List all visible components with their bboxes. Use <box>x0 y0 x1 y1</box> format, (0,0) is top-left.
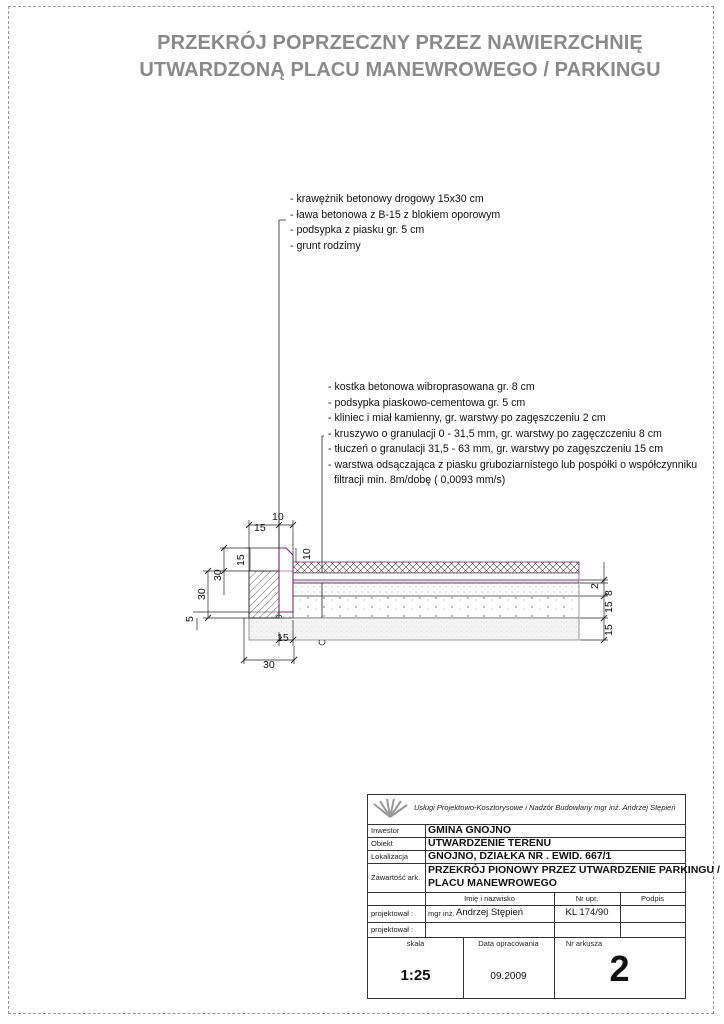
dim-right-15b: 15 <box>603 624 615 636</box>
location-value: GNOJNO, DZIAŁKA NR . EWID. 667/1 <box>428 850 612 862</box>
dim-bottom-15: 15 <box>277 632 289 644</box>
content-label: Zawartość ark. <box>371 873 421 882</box>
content-line-2: PLACU MANEWROWEGO <box>428 877 557 889</box>
pavement-legend-item: - kruszywo o granulacji 0 - 31,5 mm, gr. warstwy po zagęczczeniu 8 cm <box>328 427 662 440</box>
investor-label: Inwestor <box>371 826 400 835</box>
sheet-number: 2 <box>609 948 630 989</box>
content-line-1: PRZEKRÓJ PIONOWY PRZEZ UTWARDZENIE PARKINGU / <box>428 864 720 876</box>
stone-chippings-layer <box>293 580 579 583</box>
pavement-legend-item: filtracji min. 8m/dobę ( 0,0093 mm/s) <box>334 474 506 486</box>
object-value: UTWARDZENIE TERENU <box>428 837 552 849</box>
dim-curb-10: 10 <box>301 548 313 560</box>
investor-value: GMINA GNOJNO <box>428 824 512 836</box>
scale-label: skala <box>406 939 425 948</box>
column-name-header: Imię i nazwisko <box>464 894 515 903</box>
dim-left-5: 5 <box>184 616 196 622</box>
designer-label: projektował : <box>371 909 414 918</box>
dim-top-15: 15 <box>254 522 266 534</box>
designer-name: Andrzej Stępień <box>456 907 524 918</box>
pavement-legend-item: - warstwa odsączająca z piasku gruboziarnistego lub pospółki o współczynniku <box>328 458 698 471</box>
designer-number: KL 174/90 <box>565 907 609 918</box>
curb-legend-item: - grunt rodzimy <box>290 239 361 252</box>
pavement-legend-item: - kliniec i miał kamienny, gr. warstwy po zagęszczeniu 2 cm <box>328 412 606 424</box>
pavement-legend-item: - kostka betonowa wibroprasowana gr. 8 cm <box>328 381 535 393</box>
date-label: Data opracowania <box>478 939 539 948</box>
sheet-label: Nr arkusza <box>565 939 603 948</box>
pavement-legend-item: - podsypka piaskowo-cementowa gr. 5 cm <box>328 396 526 409</box>
drawing-title-line-1: PRZEKRÓJ POPRZECZNY PRZEZ NAWIERZCHNIĘ <box>157 32 643 54</box>
location-label: Lokalizacja <box>371 852 409 861</box>
dim-bottom-30: 30 <box>263 659 275 671</box>
dim-top-10: 10 <box>272 511 284 523</box>
concrete-bench <box>249 571 279 618</box>
dim-right-2: 2 <box>589 583 601 589</box>
paving-stone-layer <box>293 562 579 573</box>
sand-cement-bedding-layer <box>293 573 579 580</box>
column-number-header: Nr upr. <box>575 894 599 903</box>
drainage-sand-layer <box>249 618 579 640</box>
company-logo-icon <box>371 798 409 818</box>
dim-right-15a: 15 <box>603 601 615 613</box>
bench-sand-bedding <box>249 612 293 618</box>
crushed-stone-layer <box>293 596 579 618</box>
pavement-layers <box>249 562 579 640</box>
curb-assembly <box>249 548 293 618</box>
aggregate-0-31-layer <box>293 583 579 596</box>
curb-legend-item: - ława betonowa z B-15 z blokiem oporowym <box>290 208 501 221</box>
company-name: Usługi Projektowo-Kosztorysowe i Nadzór Budowlany mgr inż. Andrzej Stępień <box>414 803 676 812</box>
designer-2-label: projektował : <box>371 925 414 934</box>
curb-legend-item: - krawężnik betonowy drogowy 15x30 cm <box>290 193 484 205</box>
column-signature-header: Podpis <box>641 894 664 903</box>
dim-left-30a: 30 <box>212 569 224 581</box>
drawing-title-line-2: UTWARDZONĄ PLACU MANEWROWEGO / PARKINGU <box>139 59 661 81</box>
date-value: 09.2009 <box>490 971 527 982</box>
object-label: Obiekt <box>371 839 393 848</box>
concrete-curb <box>279 548 293 612</box>
curb-legend-item: - podsypka z piasku gr. 5 cm <box>290 224 425 236</box>
pavement-legend-item: - tłuczeń o granulacji 31,5 - 63 mm, gr. warstwy po zagęszczeniu 15 cm <box>328 443 664 455</box>
scale-value: 1:25 <box>400 967 431 984</box>
dim-left-15: 15 <box>235 554 247 566</box>
title-block <box>367 794 720 999</box>
dim-right-8: 8 <box>603 590 615 596</box>
designer-title: mgr inż. <box>428 909 455 918</box>
dim-left-30b: 30 <box>196 588 208 600</box>
